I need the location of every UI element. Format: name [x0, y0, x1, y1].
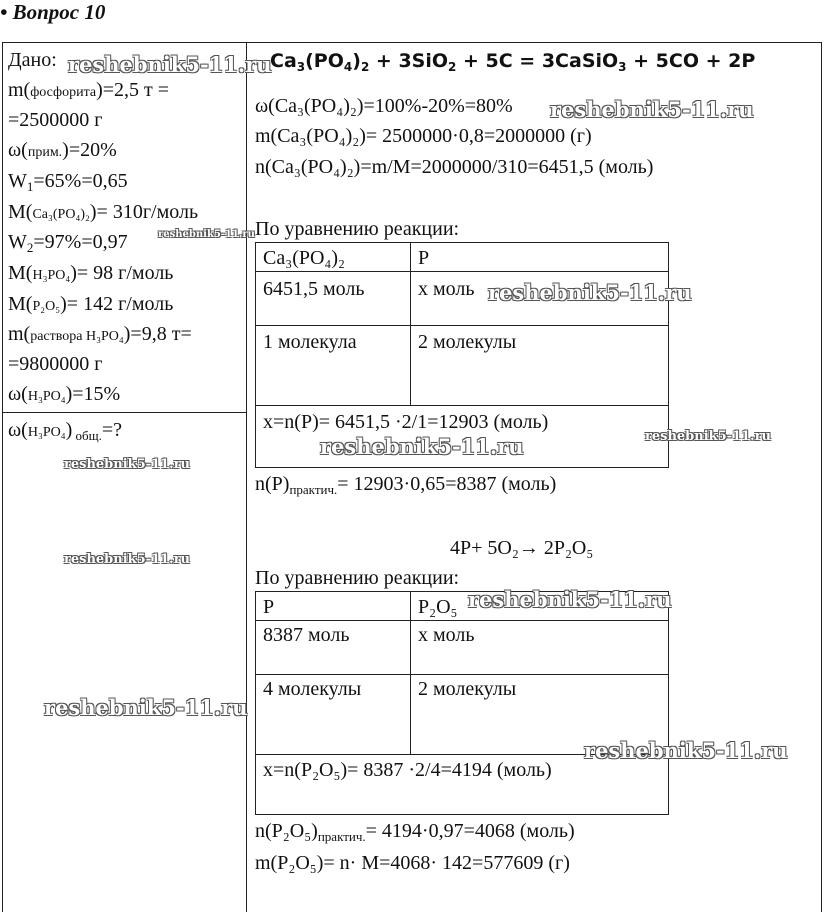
- given-line: $W_2=97\%=0,97$: [8, 231, 128, 255]
- by-equation-label: По уравнению реакции:: [255, 218, 460, 240]
- table-result: x=n(P)= 6451,5 ·2/1=12903 (моль): [263, 411, 549, 433]
- calc-line: m(P₂O₅)= n· M=4068· 142=577609 (г): [255, 852, 570, 874]
- table-cell: 6451,5 моль: [263, 278, 365, 300]
- given-line: M(H₃PO₄)= 98 г/моль: [8, 262, 174, 284]
- watermark: reshebnik5-11.ru: [44, 695, 248, 720]
- given-line: m(фосфорита)=2,5 т =: [8, 79, 170, 101]
- table-result: x=n(P₂O₅)= 8387 ·2/4=4194 (моль): [263, 759, 552, 781]
- table-cell: 4 молекулы: [263, 678, 362, 700]
- table-cell: x моль: [418, 278, 475, 300]
- given-line: =9800000 г: [8, 353, 103, 375]
- table-cell: x моль: [418, 624, 475, 646]
- watermark: reshebnik5-11.ru: [584, 738, 788, 763]
- table-header: P₂O₅: [418, 596, 458, 618]
- table-cell: 2 молекулы: [418, 331, 517, 353]
- table-cell: 2 молекулы: [418, 678, 517, 700]
- by-equation-label: По уравнению реакции:: [255, 567, 460, 589]
- given-line: M(Ca₃(PO₄)₂)= 310г/моль: [8, 201, 199, 223]
- reaction-equation-2: 4P+ 5O₂→ 2P₂O₅: [450, 537, 594, 559]
- watermark: reshebnik5-11.ru: [550, 97, 754, 122]
- table-cell: 8387 моль: [263, 624, 350, 646]
- reaction-equation-1: $Ca_3(PO_4)_2 + 3SiO_2 + 5C$ = 3CaSiO$_3$ + 5CO + 2P: [270, 50, 756, 74]
- calc-line: n(Ca₃(PO₄)₂)=m/M=2000000/310=6451,5 (моль): [255, 156, 654, 178]
- given-find-divider: [3, 412, 246, 413]
- given-line: $W_1=65\%=0,65$: [8, 170, 128, 194]
- given-line: M(P₂O₅)= 142 г/моль: [8, 293, 174, 315]
- given-line: ω(прим.)=20%: [8, 139, 117, 161]
- given-title: Дано:: [8, 49, 57, 71]
- given-line: ω(H₃PO₄)=15%: [8, 383, 121, 405]
- table-header: Ca₃(PO₄)₂: [263, 247, 346, 269]
- given-line: =2500000 г: [8, 109, 103, 131]
- watermark: reshebnik5-11.ru: [68, 52, 272, 77]
- table-cell: 1 молекула: [263, 331, 357, 353]
- calc-line: ω(Ca₃(PO₄)₂)=100%-20%=80%: [255, 95, 513, 117]
- calc-line: $n(P)_{практич.}= 12903\cdot 0,65=8387$ (моль): [255, 473, 557, 497]
- table-header: P: [263, 596, 275, 618]
- calc-line: m(Ca₃(PO₄)₂)= 2500000·0,8=2000000 (г): [255, 125, 592, 147]
- watermark: reshebnik5-11.ru: [64, 457, 191, 472]
- question-heading: • Вопрос 10: [0, 0, 106, 24]
- watermark: reshebnik5-11.ru: [468, 587, 672, 612]
- table-header: P: [418, 247, 430, 269]
- given-line: m(раствора H₃PO₄)=9,8 т=: [8, 323, 192, 345]
- watermark: reshebnik5-11.ru: [488, 280, 692, 305]
- find-line: ω(H₃PO₄) $_{общ.}$=?: [8, 419, 123, 443]
- column-divider: [246, 43, 247, 912]
- watermark: reshebnik5-11.ru: [158, 229, 255, 240]
- watermark: reshebnik5-11.ru: [320, 434, 524, 459]
- watermark: reshebnik5-11.ru: [645, 429, 772, 444]
- watermark: reshebnik5-11.ru: [64, 552, 191, 567]
- calc-line: $n(P_2O_5)_{практич.}= 4194\cdot 0,97=4068$ (моль): [255, 820, 575, 844]
